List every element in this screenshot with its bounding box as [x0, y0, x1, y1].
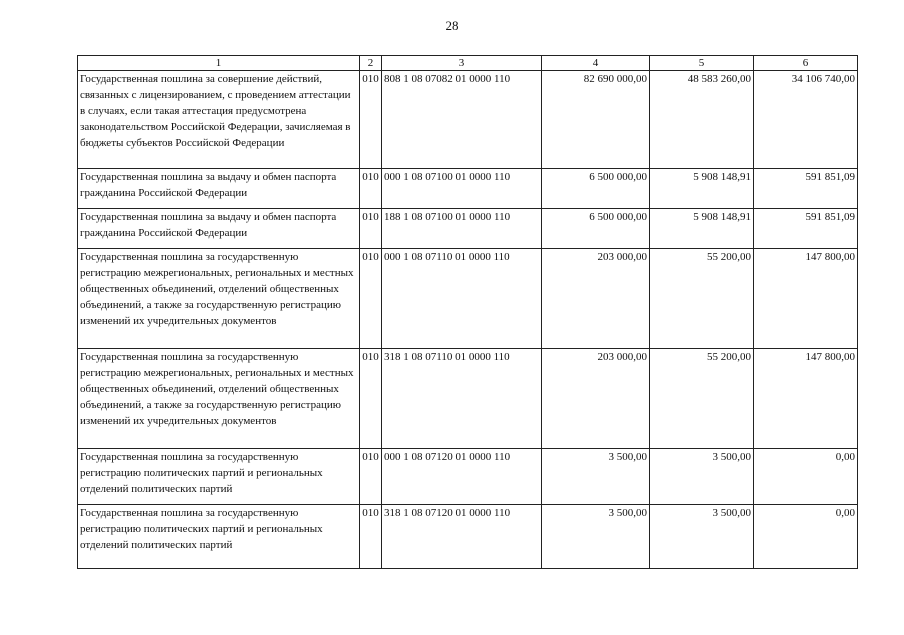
row-description: Государственная пошлина за государственную регистрацию межрегиональных, региональных и местных общественных объединений, отделений общественных объединений, а также за государственную регистрацию изменений их учредительных документов: [78, 349, 360, 449]
row-col4-value: 6 500 000,00: [542, 169, 650, 209]
row-description: Государственная пошлина за совершение действий, связанных с лицензированием, с проведением аттестации в случаях, если такая аттестация предусмотрена законодательством Российской Федерации, зачисляемая в бюджеты субъектов Российской Федерации: [78, 71, 360, 169]
row-col6-value: 591 851,09: [754, 209, 858, 249]
row-col5-value: 3 500,00: [650, 449, 754, 505]
row-col4-value: 6 500 000,00: [542, 209, 650, 249]
row-description: Государственная пошлина за выдачу и обмен паспорта гражданина Российской Федерации: [78, 169, 360, 209]
table-row: [78, 505, 858, 569]
row-col5-value: 48 583 260,00: [650, 71, 754, 169]
table-row: [78, 349, 858, 449]
table-body: [78, 71, 858, 569]
row-budget-code: 808 1 08 07082 01 0000 110: [382, 71, 542, 169]
row-budget-code: 000 1 08 07100 01 0000 110: [382, 169, 542, 209]
row-line-code: 010: [360, 249, 382, 349]
header-col-5: 5: [650, 56, 754, 71]
row-col6-value: 591 851,09: [754, 169, 858, 209]
row-line-code: 010: [360, 209, 382, 249]
row-budget-code: 188 1 08 07100 01 0000 110: [382, 209, 542, 249]
row-line-code: 010: [360, 505, 382, 569]
table-header: [78, 56, 858, 71]
table-row: [78, 71, 858, 169]
row-col4-value: 82 690 000,00: [542, 71, 650, 169]
page-number: 28: [445, 18, 459, 33]
row-col4-value: 203 000,00: [542, 349, 650, 449]
header-col-4: 4: [542, 56, 650, 71]
table-row: [78, 249, 858, 349]
row-budget-code: 318 1 08 07120 01 0000 110: [382, 505, 542, 569]
header-col-6: 6: [754, 56, 858, 71]
row-col5-value: 5 908 148,91: [650, 209, 754, 249]
row-col6-value: 0,00: [754, 505, 858, 569]
row-col6-value: 147 800,00: [754, 349, 858, 449]
row-col5-value: 55 200,00: [650, 249, 754, 349]
row-col6-value: 147 800,00: [754, 249, 858, 349]
row-col6-value: 34 106 740,00: [754, 71, 858, 169]
row-description: Государственная пошлина за государственную регистрацию политических партий и региональных отделений политических партий: [78, 449, 360, 505]
revenue-table: [77, 55, 858, 569]
row-col5-value: 5 908 148,91: [650, 169, 754, 209]
row-col4-value: 3 500,00: [542, 505, 650, 569]
row-line-code: 010: [360, 71, 382, 169]
row-line-code: 010: [360, 349, 382, 449]
row-line-code: 010: [360, 449, 382, 505]
header-col-2: 2: [360, 56, 382, 71]
row-col4-value: 203 000,00: [542, 249, 650, 349]
row-col5-value: 3 500,00: [650, 505, 754, 569]
row-description: Государственная пошлина за государственную регистрацию политических партий и региональных отделений политических партий: [78, 505, 360, 569]
row-col5-value: 55 200,00: [650, 349, 754, 449]
row-line-code: 010: [360, 169, 382, 209]
row-col6-value: 0,00: [754, 449, 858, 505]
header-col-1: 1: [78, 56, 360, 71]
table-row: [78, 449, 858, 505]
header-row: [78, 56, 858, 71]
row-budget-code: 318 1 08 07110 01 0000 110: [382, 349, 542, 449]
row-description: Государственная пошлина за государственную регистрацию межрегиональных, региональных и местных общественных объединений, отделений общественных объединений, а также за государственную регистрацию изменений их учредительных документов: [78, 249, 360, 349]
table-row: [78, 209, 858, 249]
table-row: [78, 169, 858, 209]
row-budget-code: 000 1 08 07120 01 0000 110: [382, 449, 542, 505]
header-col-3: 3: [382, 56, 542, 71]
row-col4-value: 3 500,00: [542, 449, 650, 505]
row-description: Государственная пошлина за выдачу и обмен паспорта гражданина Российской Федерации: [78, 209, 360, 249]
row-budget-code: 000 1 08 07110 01 0000 110: [382, 249, 542, 349]
